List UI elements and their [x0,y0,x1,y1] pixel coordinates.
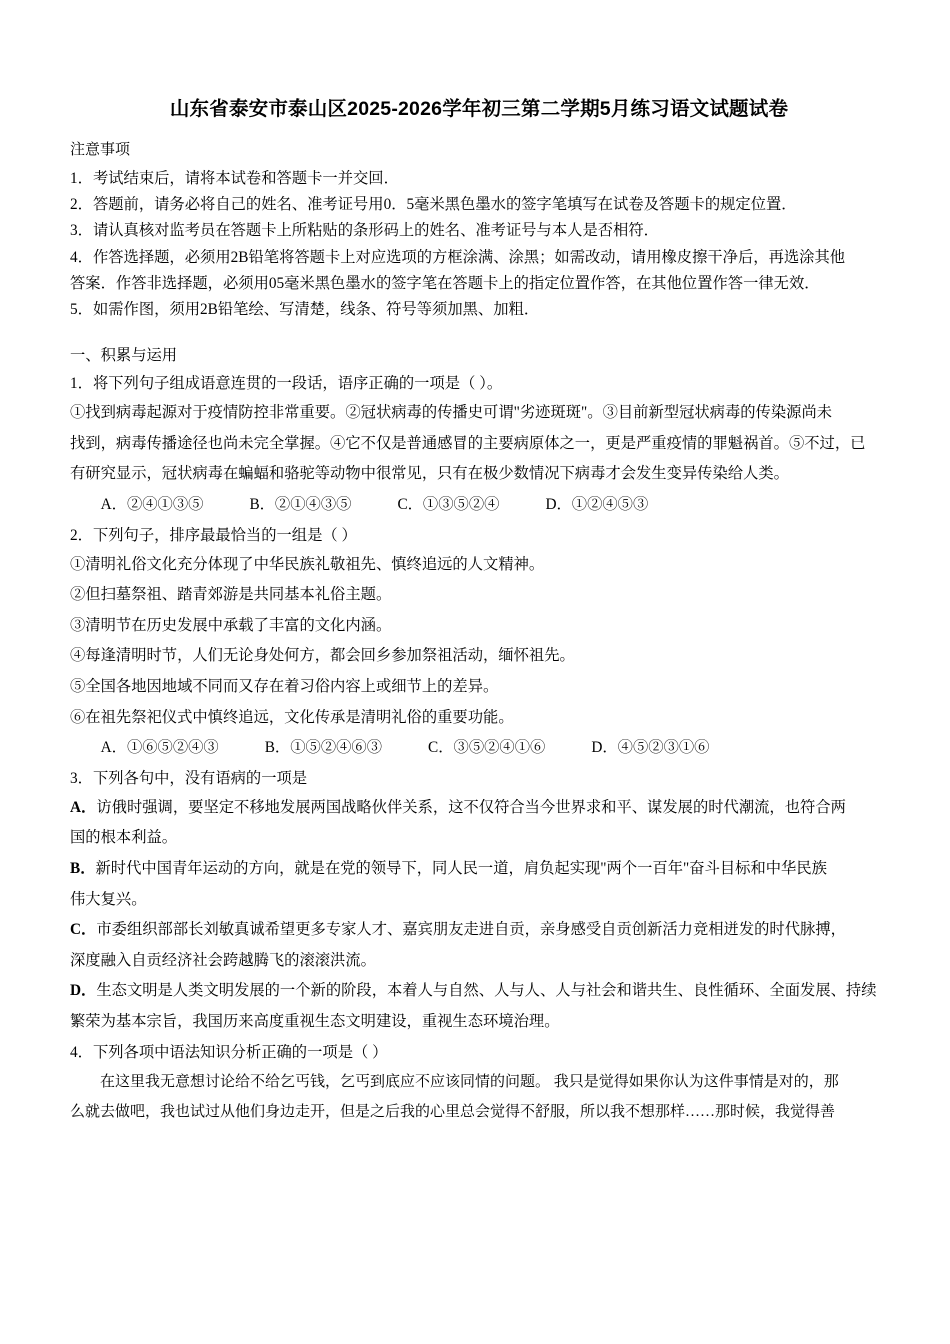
notice-line-4-cont: 答案．作答非选择题，必须用05毫米黑色墨水的签字笔在答题卡上的指定位置作答，在其他位置作答一律无效． [70,274,820,292]
question-2-material-line-1: ①清明礼俗文化充分体现了中华民族礼敬祖先、慎终追远的人文精神。 [70,555,545,573]
question-2-stem: 2．下列句子，排序最最恰当的一组是（ ） [70,526,357,544]
question-1-options [70,490,888,521]
question-2-options [70,733,888,764]
question-3-choice-d-label: D． [70,982,97,1000]
question-3-choice-b-label: B． [70,860,96,878]
question-3-choice-c-cont: 深度融入自贡经济社会跨越腾飞的滚滚洪流。 [70,951,376,969]
notice-line-5: 5．如需作图，须用2B铅笔绘、写清楚，线条、符号等须加黑、加粗． [70,301,540,319]
question-3-choice-a-text: 访俄时强调，要坚定不移地发展两国战略伙伴关系，这不仅符合当今世界求和平、谋发展的时代潮流，也符合两 [96,798,846,816]
notice-heading: 注意事项 [70,142,131,159]
question-2-option-c[interactable]: C．③⑤②④①⑥ [428,739,546,757]
question-3-choice-a-cont: 国的根本利益。 [70,829,178,847]
question-3-choice-b[interactable] [70,854,888,885]
question-1-option-d[interactable]: D．①②④⑤③ [545,495,649,513]
question-2-material-line-3: ③清明节在历史发展中承载了丰富的文化内涵。 [70,616,392,634]
question-3-choice-a-label: A． [70,798,97,816]
part-one-heading: 一、积累与运用 [70,346,178,364]
question-3-choice-b-cont: 伟大复兴。 [70,890,147,908]
question-1-option-c[interactable]: C．①③⑤②④ [397,495,500,513]
notice-line-1: 1．考试结束后，请将本试卷和答题卡一并交回． [70,169,399,187]
question-3-choice-a[interactable] [70,793,888,824]
question-1-option-b[interactable]: B．②①④③⑤ [249,495,352,513]
question-3-choice-d[interactable] [70,976,888,1007]
notice-line-3: 3．请认真核对监考员在答题卡上所粘贴的条形码上的姓名、准考证号与本人是否相符． [70,222,659,240]
question-1-material-line-2: 找到，病毒传播途径也尚未完全掌握。④它不仅是普通感冒的主要病原体之一，更是严重疫情的罪魁祸首。⑤不过，已 [70,434,866,452]
question-3-choice-c-text: 市委组织部部长刘敏真诚希望更多专家人才、嘉宾朋友走进自贡，亲身感受自贡创新活力竞相迸发的时代脉搏， [96,921,846,939]
question-4-quote-line-2: 么就去做吧，我也试过从他们身边走开，但是之后我的心里总会觉得不舒服，所以我不想那样……那时候，我觉得善 [70,1104,836,1121]
question-4-quote-line-1: 在这里我无意想讨论给不给乞丐钱，乞丐到底应不应该同情的问题。 我只是觉得如果你认为这件事情是对的，那 [100,1073,839,1090]
question-4-stem: 4．下列各项中语法知识分析正确的一项是（ ） [70,1043,388,1061]
question-1-stem: 1．将下列句子组成语意连贯的一段话，语序正确的一项是（ ）。 [70,375,503,393]
question-1-material-line-3: 有研究显示，冠状病毒在蝙蝠和骆驼等动物中很常见，只有在极少数情况下病毒才会发生变异传染给人类。 [70,465,789,483]
question-2-material-line-5: ⑤全国各地因地域不同而又存在着习俗内容上或细节上的差异。 [70,677,499,695]
question-2-option-b[interactable]: B．①⑤②④⑥③ [264,739,383,757]
question-3-choice-c-label: C． [70,921,97,939]
question-3-choice-d-text: 生态文明是人类文明发展的一个新的阶段，本着人与自然、人与人、人与社会和谐共生、良性循环、全面发展、持续 [96,982,877,1000]
question-3-stem: 3．下列各句中，没有语病的一项是 [70,769,308,787]
question-2-option-a[interactable]: A．①⑥⑤②④③ [100,739,219,757]
question-2-material-line-6: ⑥在祖先祭祀仪式中慎终追远，文化传承是清明礼俗的重要功能。 [70,708,514,726]
question-3-choice-d-cont: 繁荣为基本宗旨，我国历来高度重视生态文明建设，重视生态环境治理。 [70,1012,560,1030]
question-2-material-line-2: ②但扫墓祭祖、踏青郊游是共同基本礼俗主题。 [70,586,392,604]
question-2-material-line-4: ④每逢清明时节，人们无论身处何方，都会回乡参加祭祖活动，缅怀祖先。 [70,647,575,665]
question-2-option-d[interactable]: D．④⑤②③①⑥ [591,739,710,757]
question-1-material-line-1: ①找到病毒起源对于疫情防控非常重要。②冠状病毒的传播史可谓"劣迹斑斑"。③目前新型冠状病毒的传染源尚未 [70,404,833,422]
question-3-choice-b-text: 新时代中国青年运动的方向，就是在党的领导下，同人民一道，肩负起实现"两个一百年"奋斗目标和中华民族 [95,860,827,878]
notice-line-2: 2．答题前，请务必将自己的姓名、准考证号用0．5毫米黑色墨水的签字笔填写在试卷及答题卡的规定位置． [70,196,797,214]
page-title: 山东省泰安市泰山区2025-2026学年初三第二学期5月练习语文试题试卷 [169,98,789,120]
notice-line-4: 4．作答选择题，必须用2B铅笔将答题卡上对应选项的方框涂满、涂黑；如需改动，请用橡皮擦干净后，再选涂其他 [70,248,846,266]
question-1-option-a[interactable]: A．②④①③⑤ [100,495,204,513]
question-3-choice-c[interactable] [70,915,888,946]
